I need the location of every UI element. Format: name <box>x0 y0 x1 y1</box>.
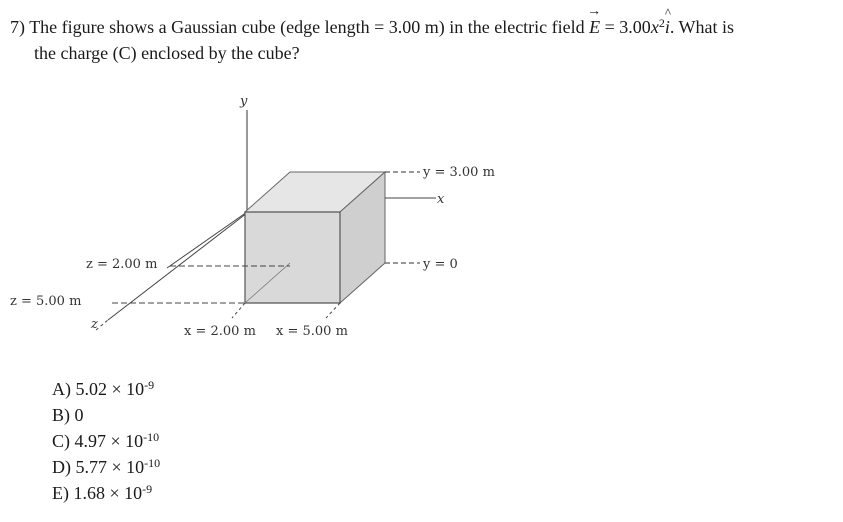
z-line-near <box>167 212 247 268</box>
hat-icon: ^ <box>664 5 671 20</box>
field-variable: x <box>650 17 659 37</box>
vector-arrow-icon: → <box>587 4 602 19</box>
x5-dashed <box>326 303 340 318</box>
x-axis-label: x <box>437 192 445 207</box>
choice-e[interactable]: E) $1.68 \times 10^{-9}$ <box>52 482 153 503</box>
choice-b[interactable]: B) 0 <box>52 405 84 425</box>
cube-front-face <box>245 212 340 303</box>
question-stem-end: . What is <box>669 17 734 37</box>
x-right-label: x = 5.00 m <box>276 324 348 339</box>
x-left-label: x = 2.00 m <box>184 324 256 339</box>
z-near-label: z = 2.00 m <box>86 257 158 272</box>
question-number: 7) <box>10 17 25 37</box>
y-axis-label: y <box>240 94 248 109</box>
y-top-label: y = 3.00 m <box>423 165 495 180</box>
choice-d[interactable]: D) $5.77 \times 10^{-10}$ <box>52 456 161 477</box>
question-line-2: the charge (C) enclosed by the cube? <box>34 43 300 63</box>
choice-c[interactable]: C) $4.97 \times 10^{-10}$ <box>52 430 160 451</box>
y-bottom-label: y = 0 <box>423 257 458 272</box>
field-vector-symbol: → E <box>589 14 600 40</box>
z-axis-label: z <box>91 317 98 332</box>
choice-a[interactable]: A) $5.02 \times 10^{-9}$ <box>52 378 155 399</box>
field-exponent: 2 <box>658 16 665 30</box>
x2-dashed <box>232 303 245 318</box>
answer-choices <box>52 376 160 506</box>
z-far-label: z = 5.00 m <box>10 294 82 309</box>
field-equals: = 3.00 <box>604 17 651 37</box>
question-stem: The figure shows a Gaussian cube (edge length = 3.00 m) in the electric field <box>29 17 585 37</box>
unit-vector: ^ i <box>665 14 670 40</box>
